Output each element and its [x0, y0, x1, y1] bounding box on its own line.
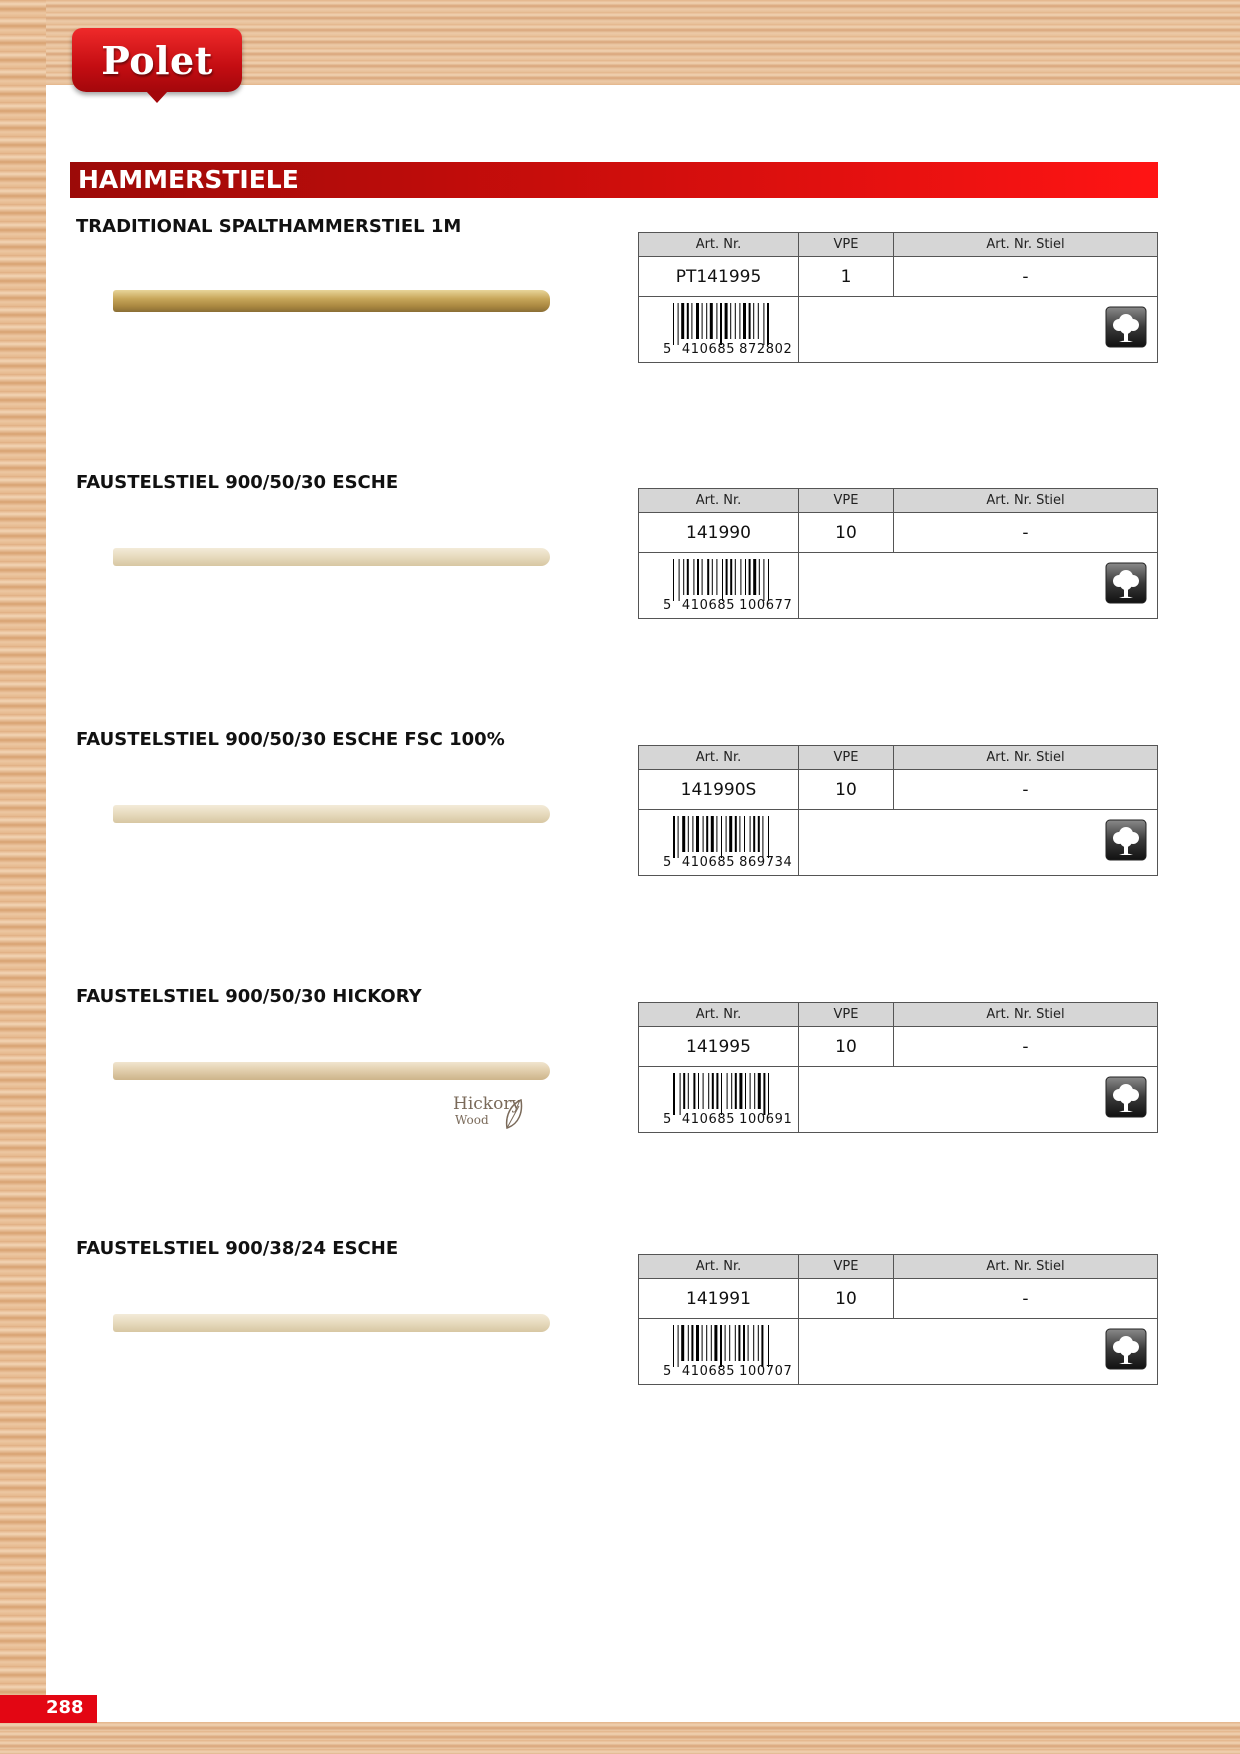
tree-icon	[1105, 1328, 1147, 1370]
cell-art-nr: 141991	[639, 1279, 799, 1319]
product-table	[638, 1002, 1158, 1133]
cell-art-nr: 141995	[639, 1027, 799, 1067]
product-section	[0, 729, 1240, 959]
header-art-nr-stiel: Art. Nr. Stiel	[894, 1003, 1157, 1027]
barcode-icon	[673, 816, 789, 858]
header-vpe: VPE	[799, 1003, 894, 1027]
cell-art-nr-stiel: -	[894, 770, 1157, 810]
barcode-number	[663, 1112, 792, 1127]
barcode-digits-left: 410685	[681, 1364, 736, 1379]
product-image-handle	[113, 1062, 550, 1080]
barcode-digits-right: 100677	[739, 598, 793, 613]
header-vpe: VPE	[799, 1255, 894, 1279]
barcode-icon	[673, 303, 789, 345]
tree-icon	[1105, 562, 1147, 604]
cell-vpe: 10	[799, 513, 894, 553]
logo-text: Polet	[101, 37, 213, 83]
header-art-nr: Art. Nr.	[639, 233, 799, 257]
product-image-handle	[113, 290, 550, 312]
barcode-number	[663, 598, 792, 613]
hickory-wood-badge	[453, 1094, 537, 1138]
barcode-cell	[639, 297, 799, 362]
cell-art-nr-stiel: -	[894, 513, 1157, 553]
cell-art-nr-stiel: -	[894, 1279, 1157, 1319]
barcode-digit-first: 5	[663, 1112, 672, 1127]
tree-icon	[1105, 306, 1147, 348]
barcode-cell	[639, 1319, 799, 1384]
barcode-digit-first: 5	[663, 342, 672, 357]
product-image-handle	[113, 805, 550, 823]
barcode-icon	[673, 559, 789, 601]
header-art-nr-stiel: Art. Nr. Stiel	[894, 489, 1157, 513]
header-art-nr-stiel: Art. Nr. Stiel	[894, 1255, 1157, 1279]
barcode-digit-first: 5	[663, 598, 672, 613]
barcode-digits-left: 410685	[681, 855, 736, 870]
cell-art-nr: PT141995	[639, 257, 799, 297]
cell-vpe: 10	[799, 770, 894, 810]
cell-art-nr-stiel: -	[894, 1027, 1157, 1067]
header-vpe: VPE	[799, 233, 894, 257]
cell-art-nr: 141990	[639, 513, 799, 553]
product-title: FAUSTELSTIEL 900/50/30 ESCHE	[76, 472, 399, 493]
barcode-digits-left: 410685	[681, 342, 736, 357]
barcode-digits-left: 410685	[681, 1112, 736, 1127]
wood-background-bottom	[0, 1722, 1240, 1754]
product-table	[638, 488, 1158, 619]
header-art-nr-stiel: Art. Nr. Stiel	[894, 746, 1157, 770]
header-vpe: VPE	[799, 746, 894, 770]
product-table	[638, 745, 1158, 876]
header-art-nr-stiel: Art. Nr. Stiel	[894, 233, 1157, 257]
cell-vpe: 10	[799, 1279, 894, 1319]
page-number: 288	[46, 1697, 84, 1718]
tree-icon	[1105, 819, 1147, 861]
barcode-number	[663, 1364, 792, 1379]
product-section	[0, 472, 1240, 702]
header-art-nr: Art. Nr.	[639, 1003, 799, 1027]
cell-art-nr-stiel: -	[894, 257, 1157, 297]
product-image-handle	[113, 548, 550, 566]
product-table	[638, 1254, 1158, 1385]
wood-label: Wood	[455, 1113, 489, 1127]
header-art-nr: Art. Nr.	[639, 746, 799, 770]
barcode-digit-first: 5	[663, 855, 672, 870]
section-title: HAMMERSTIELE	[78, 165, 299, 194]
barcode-digits-right: 100707	[739, 1364, 793, 1379]
product-image-handle	[113, 1314, 550, 1332]
cell-vpe: 10	[799, 1027, 894, 1067]
hickory-label: Hickory	[453, 1094, 522, 1114]
header-vpe: VPE	[799, 489, 894, 513]
barcode-digits-left: 410685	[681, 598, 736, 613]
product-section	[0, 216, 1240, 446]
barcode-cell	[639, 1067, 799, 1132]
barcode-cell	[639, 553, 799, 618]
leaf-icon	[503, 1098, 525, 1132]
product-title: FAUSTELSTIEL 900/50/30 HICKORY	[76, 986, 422, 1007]
tree-icon	[1105, 1076, 1147, 1118]
product-table	[638, 232, 1158, 363]
product-title: TRADITIONAL SPALTHAMMERSTIEL 1M	[76, 216, 462, 237]
page-number-badge	[0, 1695, 97, 1723]
header-art-nr: Art. Nr.	[639, 1255, 799, 1279]
polet-logo	[72, 28, 242, 92]
barcode-number	[663, 855, 792, 870]
product-title: FAUSTELSTIEL 900/38/24 ESCHE	[76, 1238, 399, 1259]
barcode-number	[663, 342, 792, 357]
header-art-nr: Art. Nr.	[639, 489, 799, 513]
barcode-digit-first: 5	[663, 1364, 672, 1379]
product-section	[0, 986, 1240, 1216]
section-banner	[70, 162, 1158, 198]
barcode-icon	[673, 1325, 789, 1367]
barcode-digits-right: 872802	[739, 342, 793, 357]
barcode-cell	[639, 810, 799, 875]
barcode-digits-right: 100691	[739, 1112, 793, 1127]
barcode-icon	[673, 1073, 789, 1115]
cell-vpe: 1	[799, 257, 894, 297]
product-title: FAUSTELSTIEL 900/50/30 ESCHE FSC 100%	[76, 729, 505, 750]
cell-art-nr: 141990S	[639, 770, 799, 810]
barcode-digits-right: 869734	[739, 855, 793, 870]
product-section	[0, 1238, 1240, 1468]
